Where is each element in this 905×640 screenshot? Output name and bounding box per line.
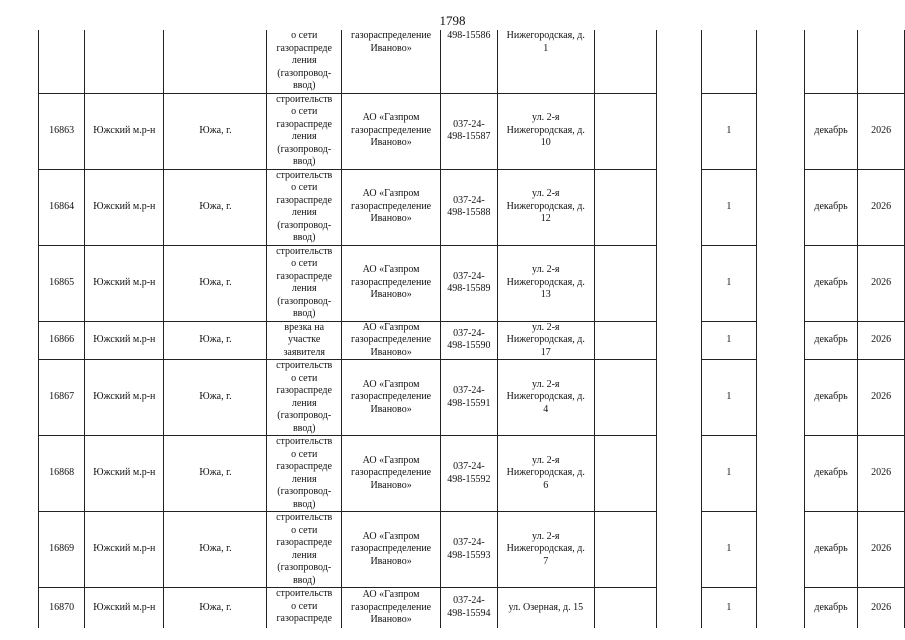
code-line: 037-24- xyxy=(453,327,485,339)
address-cell xyxy=(497,512,594,588)
month-cell: декабрь xyxy=(804,436,857,512)
work-type-line: (газопровод- xyxy=(277,562,332,573)
work-type-line: о сети xyxy=(291,106,318,117)
address-line: ул. 2-я xyxy=(532,454,560,466)
organization-line: АО «Газпром xyxy=(362,530,420,542)
work-type-line: ления xyxy=(291,55,317,66)
organization-line: Иваново» xyxy=(370,403,412,415)
year-cell: 2026 xyxy=(858,169,905,245)
work-type-line: заявителя xyxy=(283,346,325,358)
work-type-line: ления xyxy=(291,283,317,294)
address-cell xyxy=(497,436,594,512)
organization-line: АО «Газпром xyxy=(362,454,420,466)
spacer-cell xyxy=(657,588,701,628)
row-number-cell xyxy=(39,30,85,93)
address-line: ул. Озерная, д. 15 xyxy=(508,601,584,613)
work-type-line: ввод) xyxy=(292,422,316,434)
row-number-cell: 16868 xyxy=(39,436,85,512)
district-cell: Южский м.р-н xyxy=(85,245,164,321)
row-number-cell: 16864 xyxy=(39,169,85,245)
address-line: ул. 2-я xyxy=(532,530,560,542)
row-number-cell: 16863 xyxy=(39,93,85,169)
address-line: Нижегородская, д. xyxy=(506,334,585,345)
code-cell xyxy=(441,245,497,321)
work-type-line: о сети xyxy=(291,258,318,269)
work-type-line: о сети xyxy=(291,524,318,536)
settlement-cell: Южа, г. xyxy=(164,360,267,436)
address-cell xyxy=(497,588,594,628)
address-line: ул. 2-я xyxy=(532,112,560,124)
work-type-line: газораспреде xyxy=(276,461,332,472)
address-line: ул. 2-я xyxy=(532,264,560,276)
organization-cell xyxy=(341,588,440,628)
organization-line: газораспределение xyxy=(351,467,432,479)
spacer-cell xyxy=(657,169,701,245)
organization-cell xyxy=(341,512,440,588)
address-line: 17 xyxy=(540,346,551,358)
table-row xyxy=(39,512,905,588)
work-type-line: строительств xyxy=(276,588,333,599)
spacer-cell xyxy=(757,512,805,588)
spacer-cell xyxy=(657,436,701,512)
address-line: 12 xyxy=(540,213,551,225)
code-cell xyxy=(441,360,497,436)
address-line: 13 xyxy=(540,289,551,301)
work-type-line: ввод) xyxy=(292,498,316,510)
table-row xyxy=(39,360,905,436)
organization-line: Иваново» xyxy=(370,614,412,625)
address-line: 7 xyxy=(543,555,549,567)
address-line: 6 xyxy=(543,479,549,491)
quantity-cell: 1 xyxy=(701,360,757,436)
code-cell xyxy=(441,588,497,628)
work-type-line: строительств xyxy=(276,360,333,371)
work-type-line: ввод) xyxy=(292,308,316,319)
year-cell: 2026 xyxy=(858,436,905,512)
district-cell: Южский м.р-н xyxy=(85,436,164,512)
quantity-cell: 1 xyxy=(701,512,757,588)
code-cell xyxy=(441,169,497,245)
settlement-cell: Южа, г. xyxy=(164,436,267,512)
work-type-line: газораспреде xyxy=(276,385,332,396)
work-type-line: (газопровод- xyxy=(277,295,332,307)
quantity-cell xyxy=(701,30,757,93)
row-number-cell: 16869 xyxy=(39,512,85,588)
district-cell xyxy=(85,30,164,93)
address-line: Нижегородская, д. xyxy=(506,124,585,136)
work-type-line: газораспреде xyxy=(276,118,332,130)
work-type-line: газораспреде xyxy=(276,42,332,54)
work-type-line: о сети xyxy=(291,182,318,193)
work-type-cell xyxy=(267,169,341,245)
year-cell: 2026 xyxy=(858,321,905,360)
work-type-line: ления xyxy=(291,131,317,142)
row-number-cell: 16865 xyxy=(39,245,85,321)
spacer-cell xyxy=(757,30,805,93)
empty-cell xyxy=(594,169,656,245)
address-line: Нижегородская, д. xyxy=(506,200,585,212)
spacer-cell xyxy=(657,245,701,321)
spacer-cell xyxy=(757,588,805,628)
address-line: 1 xyxy=(543,42,549,54)
organization-line: газораспределение xyxy=(351,334,432,345)
address-cell xyxy=(497,30,594,93)
organization-line: Иваново» xyxy=(370,137,412,149)
organization-line: АО «Газпром xyxy=(362,264,420,276)
code-line: 037-24- xyxy=(453,537,485,548)
address-line: ул. 2-я xyxy=(532,321,560,333)
work-type-line: (газопровод- xyxy=(277,410,332,421)
row-number-cell: 16866 xyxy=(39,321,85,360)
work-type-line: ления xyxy=(291,207,317,218)
year-cell xyxy=(858,30,905,93)
code-line: 498-15588 xyxy=(447,207,491,218)
organization-cell xyxy=(341,245,440,321)
organization-line: Иваново» xyxy=(370,346,412,358)
month-cell: декабрь xyxy=(804,93,857,169)
work-type-line: ления xyxy=(291,473,317,485)
registry-table xyxy=(38,30,905,628)
address-line: Нижегородская, д. xyxy=(506,276,585,288)
address-cell xyxy=(497,360,594,436)
code-line: 498-15592 xyxy=(447,473,491,485)
work-type-line: ления xyxy=(291,397,317,409)
settlement-cell: Южа, г. xyxy=(164,93,267,169)
spacer-cell xyxy=(757,360,805,436)
work-type-line: ввод) xyxy=(292,574,316,586)
organization-line: Иваново» xyxy=(370,555,412,567)
work-type-line: о сети xyxy=(291,30,318,41)
code-cell: 498-15586 xyxy=(441,30,497,93)
code-line: 037-24- xyxy=(453,118,485,130)
organization-cell xyxy=(341,30,440,93)
code-line: 037-24- xyxy=(453,385,485,396)
spacer-cell xyxy=(657,360,701,436)
organization-line: АО «Газпром xyxy=(362,188,420,200)
organization-line: газораспределение xyxy=(351,391,432,403)
organization-cell xyxy=(341,93,440,169)
address-cell xyxy=(497,245,594,321)
code-cell xyxy=(441,321,497,360)
quantity-cell: 1 xyxy=(701,169,757,245)
table-row xyxy=(39,93,905,169)
organization-line: Иваново» xyxy=(370,42,412,54)
table-body xyxy=(39,30,905,628)
settlement-cell: Южа, г. xyxy=(164,169,267,245)
work-type-line: строительств xyxy=(276,169,333,181)
organization-line: газораспределение xyxy=(351,30,432,41)
settlement-cell: Южа, г. xyxy=(164,588,267,628)
table-row xyxy=(39,321,905,360)
table-row-continued xyxy=(39,30,905,93)
organization-cell xyxy=(341,169,440,245)
month-cell: декабрь xyxy=(804,512,857,588)
district-cell: Южский м.р-н xyxy=(85,512,164,588)
work-type-line: ления xyxy=(291,549,317,561)
code-cell xyxy=(441,436,497,512)
spacer-cell xyxy=(757,93,805,169)
work-type-line: ввод) xyxy=(292,156,316,167)
code-line: 037-24- xyxy=(453,270,485,282)
work-type-line: строительств xyxy=(276,512,333,523)
work-type-line: (газопровод- xyxy=(277,143,332,155)
empty-cell xyxy=(594,512,656,588)
spacer-cell xyxy=(657,93,701,169)
organization-line: АО «Газпром xyxy=(362,589,420,600)
quantity-cell: 1 xyxy=(701,93,757,169)
organization-line: газораспределение xyxy=(351,543,432,555)
spacer-cell xyxy=(657,30,701,93)
work-type-line: газораспреде xyxy=(276,270,332,282)
work-type-line: о сети xyxy=(291,600,318,612)
year-cell: 2026 xyxy=(858,93,905,169)
work-type-line: строительств xyxy=(276,245,333,257)
work-type-line: врезка на xyxy=(284,321,325,333)
organization-line: Иваново» xyxy=(370,479,412,491)
code-line: 498-15587 xyxy=(447,131,491,142)
code-line: 498-15593 xyxy=(447,549,491,561)
district-cell: Южский м.р-н xyxy=(85,360,164,436)
work-type-line: о сети xyxy=(291,372,318,384)
work-type-cell xyxy=(267,360,341,436)
work-type-line: строительств xyxy=(276,436,333,447)
code-line: 498-15590 xyxy=(447,340,491,352)
month-cell: декабрь xyxy=(804,245,857,321)
address-line: Нижегородская, д. xyxy=(506,391,585,403)
address-cell xyxy=(497,169,594,245)
quantity-cell: 1 xyxy=(701,588,757,628)
quantity-cell: 1 xyxy=(701,321,757,360)
month-cell: декабрь xyxy=(804,588,857,628)
work-type-line: ввод) xyxy=(292,80,316,91)
spacer-cell xyxy=(757,245,805,321)
quantity-cell: 1 xyxy=(701,436,757,512)
empty-cell xyxy=(594,360,656,436)
empty-cell xyxy=(594,30,656,93)
work-type-line: участке xyxy=(288,334,321,345)
spacer-cell xyxy=(757,169,805,245)
quantity-cell: 1 xyxy=(701,245,757,321)
address-cell xyxy=(497,93,594,169)
address-line: ул. 2-я xyxy=(532,378,560,390)
address-line: Нижегородская, д. xyxy=(506,30,585,41)
row-number-cell: 16870 xyxy=(39,588,85,628)
work-type-cell xyxy=(267,245,341,321)
code-line: 498-15589 xyxy=(447,283,491,294)
code-line: 498-15591 xyxy=(447,397,491,409)
empty-cell xyxy=(594,245,656,321)
empty-cell xyxy=(594,436,656,512)
work-type-cell xyxy=(267,512,341,588)
work-type-cell xyxy=(267,588,341,628)
organization-cell xyxy=(341,436,440,512)
work-type-cell xyxy=(267,93,341,169)
year-cell: 2026 xyxy=(858,588,905,628)
empty-cell xyxy=(594,321,656,360)
organization-line: газораспределение xyxy=(351,124,432,136)
organization-line: АО «Газпром xyxy=(362,112,420,124)
settlement-cell: Южа, г. xyxy=(164,245,267,321)
code-line: 498-15594 xyxy=(447,607,491,619)
table-row xyxy=(39,588,905,628)
row-number-cell: 16867 xyxy=(39,360,85,436)
organization-line: газораспределение xyxy=(351,200,432,212)
address-line: 4 xyxy=(543,403,549,415)
work-type-cell xyxy=(267,436,341,512)
work-type-line: газораспреде xyxy=(276,194,332,206)
code-line: 037-24- xyxy=(453,194,485,206)
month-cell: декабрь xyxy=(804,321,857,360)
district-cell: Южский м.р-н xyxy=(85,321,164,360)
spacer-cell xyxy=(757,436,805,512)
organization-line: АО «Газпром xyxy=(362,321,420,333)
work-type-line: (газопровод- xyxy=(277,486,332,497)
empty-cell xyxy=(594,93,656,169)
code-cell xyxy=(441,93,497,169)
work-type-cell xyxy=(267,30,341,93)
work-type-line: (газопровод- xyxy=(277,219,332,231)
settlement-cell xyxy=(164,30,267,93)
table-row xyxy=(39,169,905,245)
code-line: 037-24- xyxy=(453,461,485,472)
work-type-line: (газопровод- xyxy=(277,67,332,79)
organization-line: Иваново» xyxy=(370,289,412,301)
organization-cell xyxy=(341,360,440,436)
work-type-line: о сети xyxy=(291,448,318,460)
spacer-cell xyxy=(757,321,805,360)
empty-cell xyxy=(594,588,656,628)
year-cell: 2026 xyxy=(858,245,905,321)
code-cell xyxy=(441,512,497,588)
month-cell xyxy=(804,30,857,93)
month-cell: декабрь xyxy=(804,169,857,245)
address-line: ул. 2-я xyxy=(532,188,560,200)
settlement-cell: Южа, г. xyxy=(164,512,267,588)
work-type-line: ввод) xyxy=(292,232,316,243)
organization-line: газораспределение xyxy=(351,601,432,613)
organization-cell xyxy=(341,321,440,360)
table-row xyxy=(39,245,905,321)
spacer-cell xyxy=(657,512,701,588)
address-line: Нижегородская, д. xyxy=(506,543,585,555)
address-cell xyxy=(497,321,594,360)
district-cell: Южский м.р-н xyxy=(85,588,164,628)
work-type-line: газораспреде xyxy=(276,613,332,624)
work-type-cell xyxy=(267,321,341,360)
work-type-line: строительств xyxy=(276,93,333,105)
table-row xyxy=(39,436,905,512)
page-number: 1798 xyxy=(439,13,466,28)
work-type-line: газораспреде xyxy=(276,537,332,548)
year-cell: 2026 xyxy=(858,360,905,436)
organization-line: газораспределение xyxy=(351,276,432,288)
address-line: Нижегородская, д. xyxy=(506,467,585,479)
address-line: 10 xyxy=(540,137,551,149)
month-cell: декабрь xyxy=(804,360,857,436)
organization-line: Иваново» xyxy=(370,213,412,225)
spacer-cell xyxy=(657,321,701,360)
district-cell: Южский м.р-н xyxy=(85,169,164,245)
code-line: 037-24- xyxy=(453,595,485,607)
year-cell: 2026 xyxy=(858,512,905,588)
district-cell: Южский м.р-н xyxy=(85,93,164,169)
organization-line: АО «Газпром xyxy=(362,378,420,390)
settlement-cell: Южа, г. xyxy=(164,321,267,360)
